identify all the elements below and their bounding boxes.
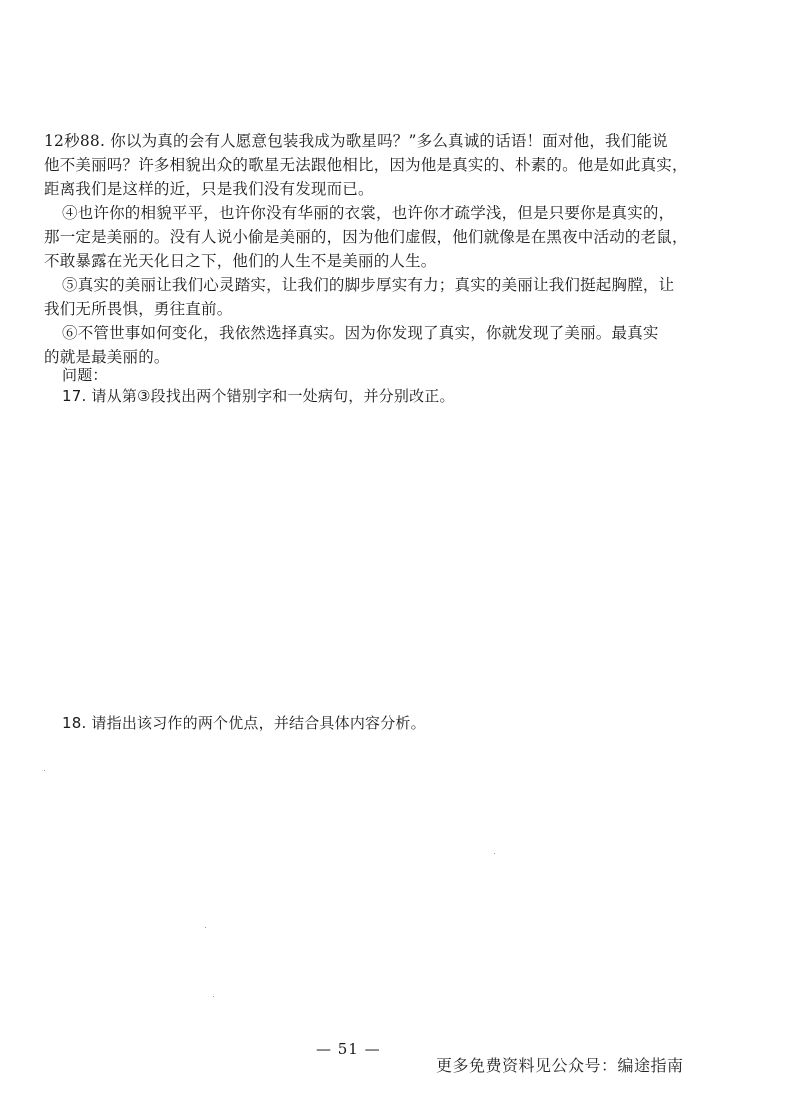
paragraph-5-line-1: ⑤真实的美丽让我们心灵踏实，让我们的脚步厚实有力；真实的美丽让我们挺起胸膛，让	[62, 276, 675, 294]
paragraph-4-line-1: ④也许你的相貌平平，也许你没有华丽的衣裳，也许你才疏学浅，但是只要你是真实的，	[62, 204, 675, 222]
paragraph-6-line-1: ⑥不管世事如何变化，我依然选择真实。因为你发现了真实，你就发现了美丽。最真实	[62, 324, 659, 342]
question-18: 18. 请指出该习作的两个优点，并结合具体内容分析。	[62, 714, 426, 732]
question-17: 17. 请从第③段找出两个错别字和一处病句，并分别改正。	[62, 387, 455, 405]
paragraph-6-line-2: 的就是最美丽的。	[44, 348, 170, 366]
passage-line-1: 12秒88. 你以为真的会有人愿意包装我成为歌星吗？”多么真诚的话语！面对他，我们能说	[44, 132, 668, 150]
paragraph-5-line-2: 我们无所畏惧，勇往直前。	[44, 300, 233, 318]
scan-speck	[494, 853, 495, 854]
scan-speck	[213, 996, 214, 997]
paragraph-4-line-2: 那一定是美丽的。没有人说小偷是美丽的，因为他们虚假，他们就像是在黑夜中活动的老鼠，	[44, 228, 688, 246]
page-number: — 51 —	[316, 1040, 381, 1058]
passage-line-2: 他不美丽吗？许多相貌出众的歌星无法跟他相比，因为他是真实的、朴素的。他是如此真实，	[44, 156, 688, 174]
paragraph-4-line-3: 不敢暴露在光天化日之下，他们的人生不是美丽的人生。	[44, 252, 437, 270]
passage-line-3: 距离我们是这样的近，只是我们没有发现而已。	[44, 180, 374, 198]
questions-heading: 问题：	[62, 366, 108, 384]
scan-speck	[44, 770, 45, 771]
footer-note: 更多免费资料见公众号：编途指南	[436, 1056, 684, 1075]
scan-speck	[205, 927, 206, 928]
